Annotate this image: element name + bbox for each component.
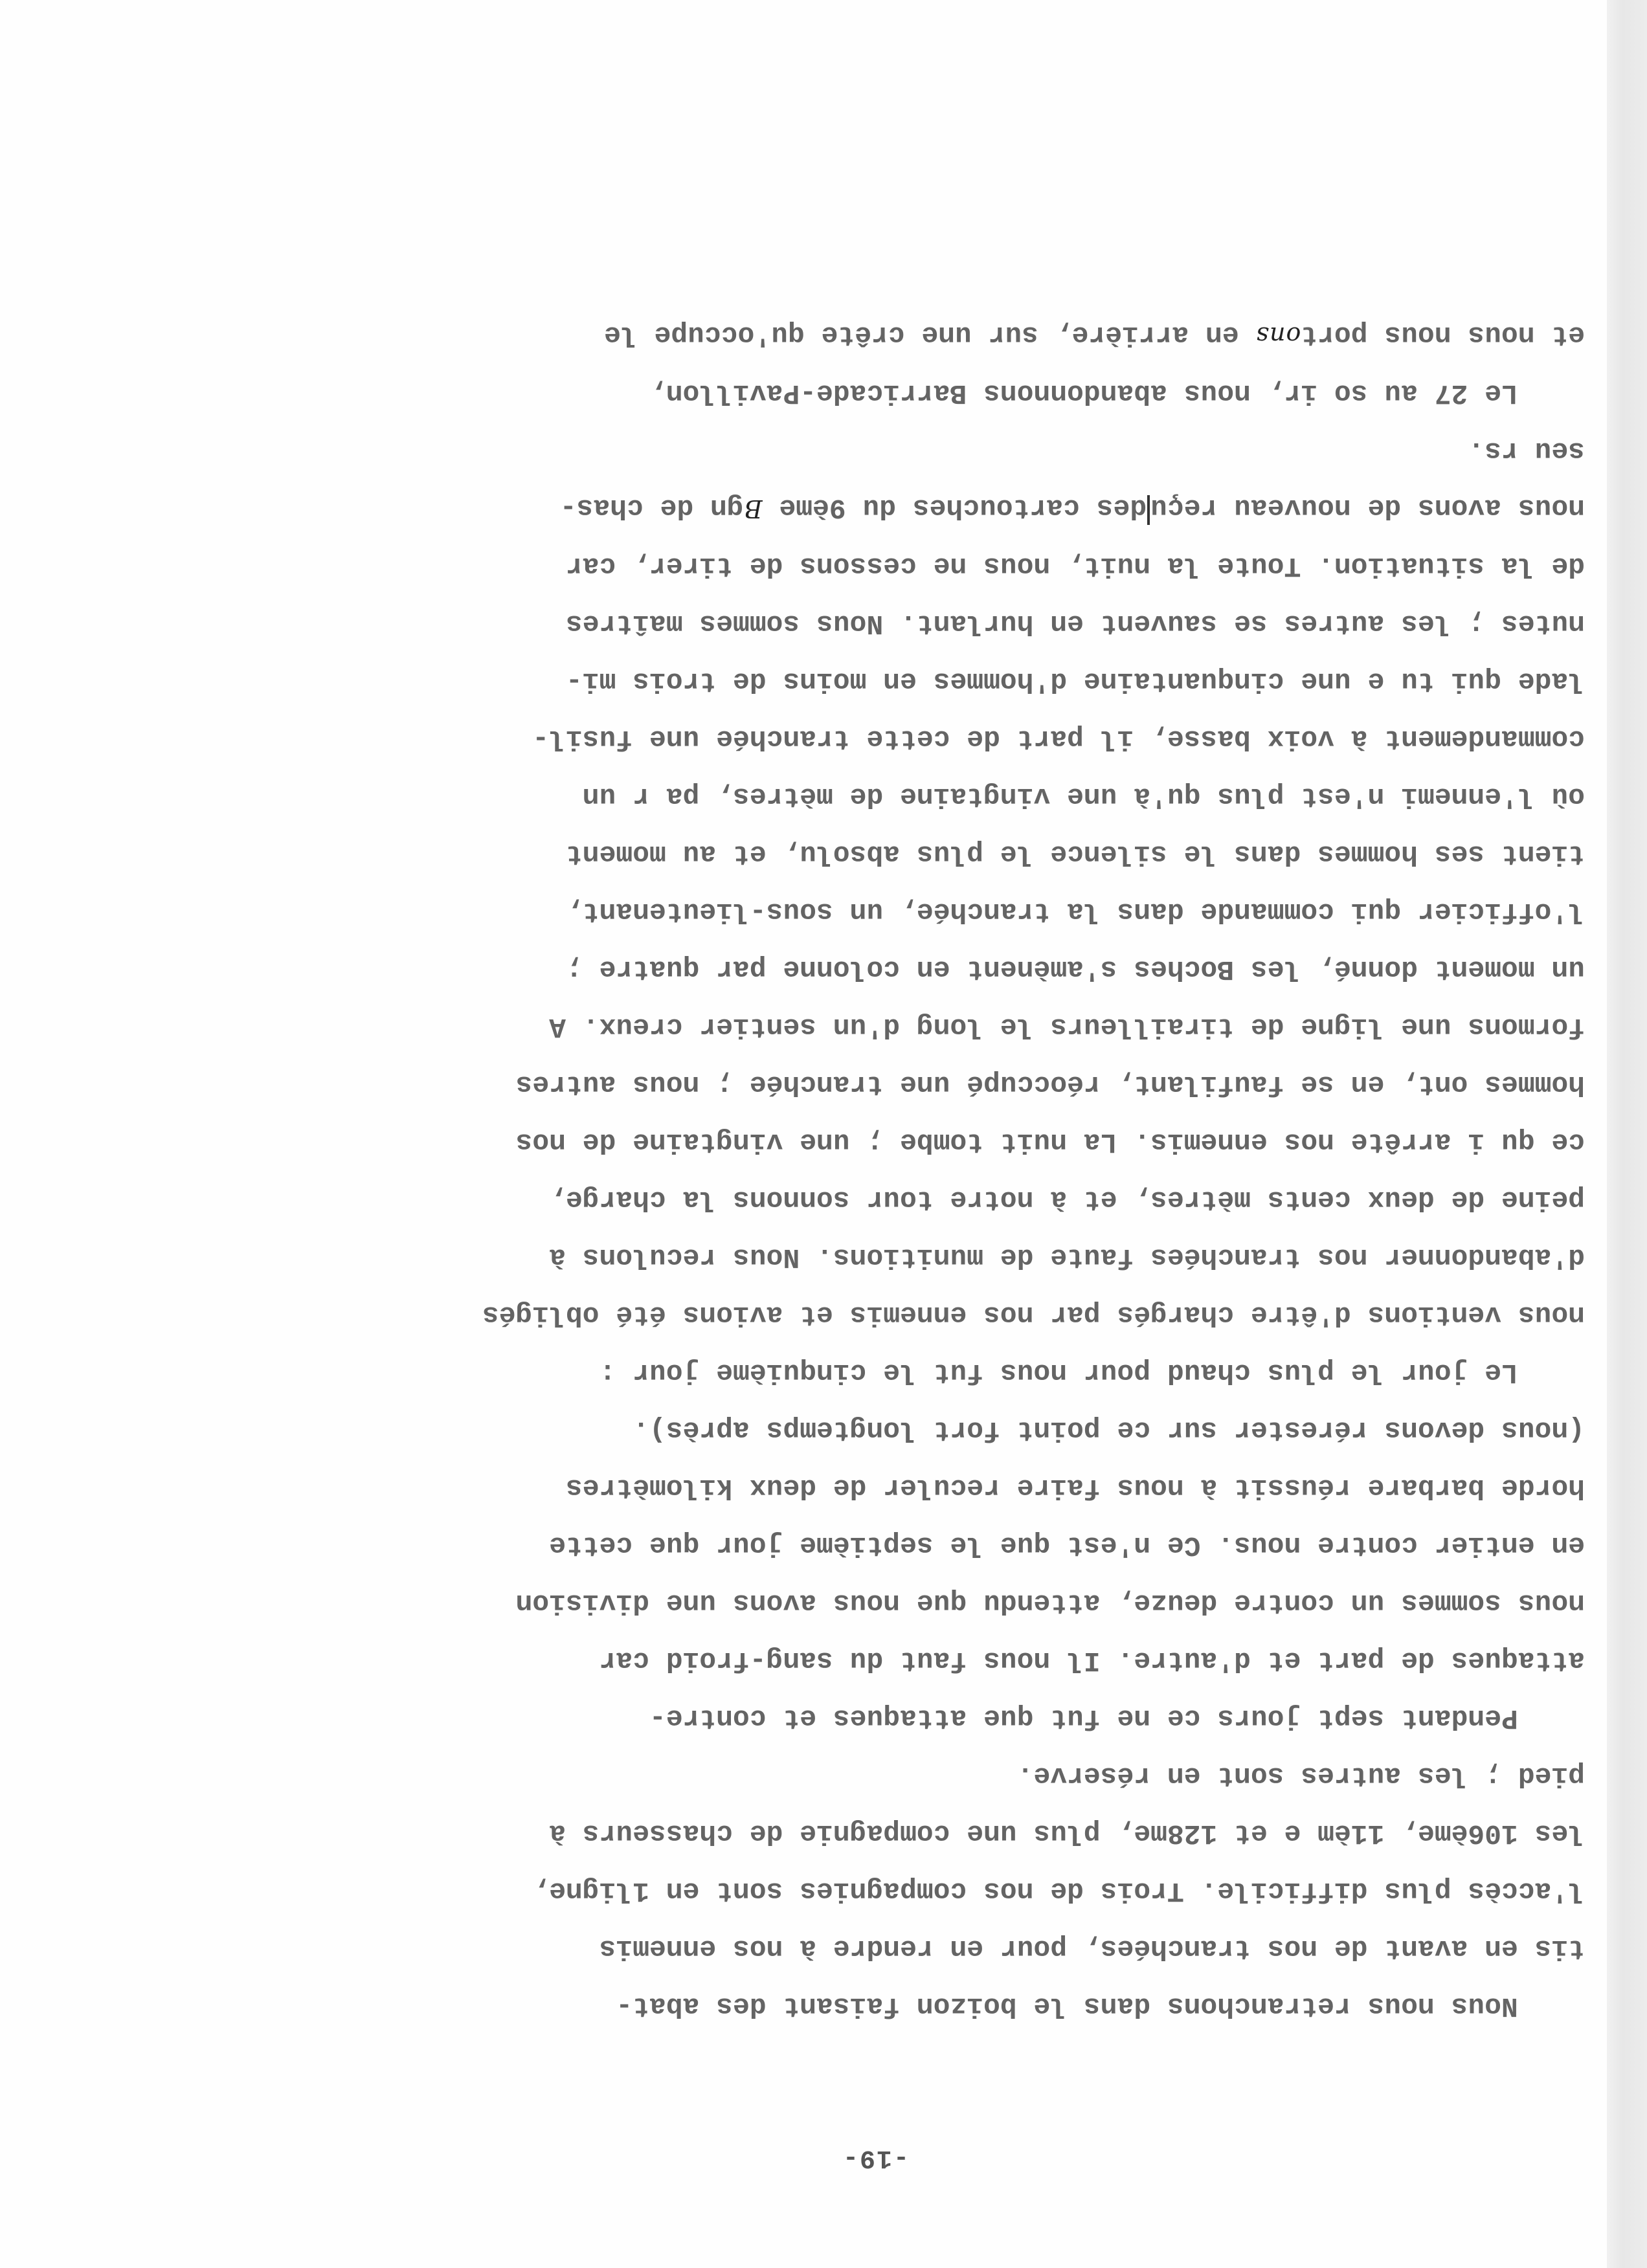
text-line: commandement à voix basse, il part de cette tranchée une fusil- bbox=[532, 723, 1585, 755]
text-line: où l'ennemi n'est plus qu'à une vingtaine de mètres, pa r un bbox=[582, 781, 1585, 812]
page-number: -19- bbox=[841, 2143, 909, 2172]
text-line: hommes ont, en se faufilant, réoccupé une tranchée ; nous autres bbox=[515, 1069, 1585, 1100]
text-line: l'accès plus difficile. Trois de nos compagnies sont en 1ligne, bbox=[532, 1875, 1585, 1907]
text-line: et nous nous portons en arrière, sur une crête qu'occupe le bbox=[604, 319, 1585, 351]
text-line: tient ses hommes dans le silence le plus absolu, et au moment bbox=[565, 838, 1585, 870]
text-line: Pendant sept jours ce ne fut que attaques et contre- bbox=[649, 1702, 1518, 1734]
text-line: ce qu i arrête nos ennemis. La nuit tombe ; une vingtaine de nos bbox=[515, 1126, 1585, 1158]
text-line: d'abandonner nos tranchées faute de munitions. Nous reculons à bbox=[549, 1241, 1585, 1273]
handwritten-insertion: ons bbox=[1255, 322, 1301, 350]
text-line: en entier contre nous. Ce n'est que le septième jour que cette bbox=[549, 1529, 1585, 1561]
text-line: seu rs. bbox=[1468, 435, 1585, 467]
body-text bbox=[57, 307, 1585, 2035]
text-line: Le jour le plus chaud pour nous fut le cinquième jour : bbox=[599, 1357, 1518, 1388]
text-line: tis en avant de nos tranchées, pour en rendre à nos ennemis bbox=[599, 1933, 1585, 1964]
text-line: Nous nous retranchons dans le boizon faisant des abat- bbox=[616, 1990, 1518, 2022]
text-line: horde barbare réussit à nous faire reculer de deux kilomètres bbox=[565, 1472, 1585, 1504]
text-line: lade qui tu e une cinquantaine d'hommes en moins de trois mi- bbox=[565, 665, 1585, 697]
text-line: de la situation. Toute la nuit, nous ne cessons de tirer, car bbox=[565, 550, 1585, 582]
text-line: attaques de part et d'autre. Il nous faut du sang-froid car bbox=[599, 1645, 1585, 1676]
text-line: formons une ligne de tirailleurs le long d'un sentier creux. A bbox=[549, 1011, 1585, 1043]
text-line: (nous devons rérester sur ce point fort longtemps après). bbox=[633, 1414, 1585, 1446]
text-line: les 106ème, 11èm e et 128me, plus une compagnie de chasseurs à bbox=[549, 1818, 1585, 1849]
text-line: nous ventions d'être chargés par nos ennemis et avions été obligés bbox=[482, 1299, 1585, 1331]
text-line: Le 27 au so ir, nous abandonnons Barricade-Pavillon, bbox=[649, 377, 1518, 409]
text-line: un moment donné, les Boches s'amènent en colonne par quatre ; bbox=[565, 953, 1585, 985]
text-line: l'officier qui commande dans la tranchée, un sous-lieutenant, bbox=[565, 896, 1585, 928]
text-line: nutes ; les autres se sauvent en hurlant. Nous sommes maîtres bbox=[565, 608, 1585, 639]
text-line: nous sommes un contre deuze, attendu que nous avons une division bbox=[515, 1587, 1585, 1619]
handwritten-letter: B bbox=[743, 495, 763, 523]
text-line: pied ; les autres sont en réserve. bbox=[1016, 1760, 1585, 1792]
correction-mark bbox=[1147, 495, 1150, 525]
text-line: nous avons de nouveau reçudes cartouches du 9ème Bgn de chas- bbox=[559, 492, 1585, 524]
text-line: peine de deux cents mètres, et à notre tour sonnons la charge, bbox=[549, 1184, 1585, 1216]
